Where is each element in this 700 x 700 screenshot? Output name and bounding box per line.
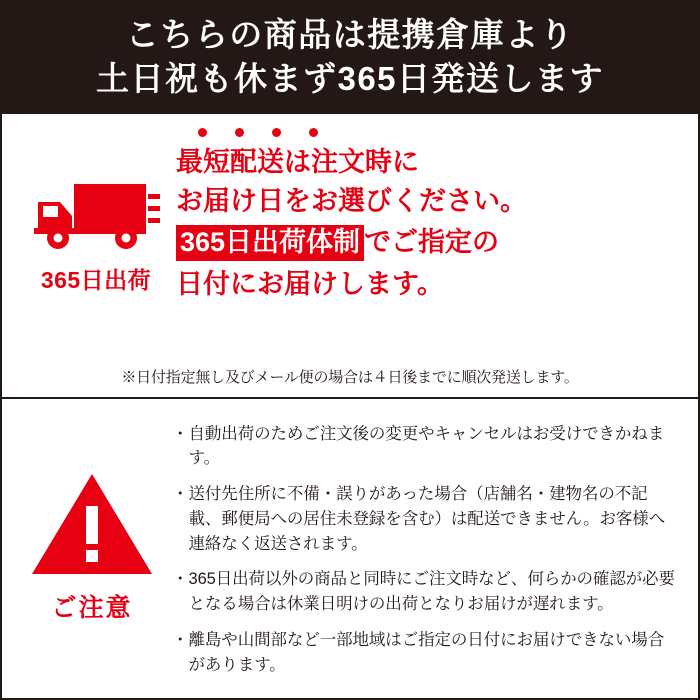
caution-item-text: 離島や山間部など一部地域はご指定の日付にお届けできない場合があります。: [188, 630, 665, 674]
bullet-icon: ・: [172, 570, 189, 589]
delivery-line-3-rest: でご指定の: [364, 226, 500, 257]
dot-4: [309, 128, 318, 137]
delivery-section: [2, 114, 698, 399]
delivery-line-1: 最短配送は注文時に: [176, 147, 419, 177]
bullet-icon: ・: [172, 630, 189, 649]
delivery-note: ※日付指定無し及びメール便の場合は４日後までに順次発送します。: [121, 369, 579, 386]
list-item: [172, 628, 680, 678]
dot-3: [272, 128, 281, 137]
list-item: [172, 482, 680, 556]
bullet-icon: ・: [172, 424, 189, 443]
warning-triangle-icon: [28, 468, 156, 580]
header-line-1: こちらの商品は提携倉庫より: [125, 16, 575, 54]
delivery-line-4: 日付にお届けします。: [176, 269, 444, 300]
list-item: [172, 567, 680, 617]
delivery-top-row: [2, 124, 698, 360]
delivery-text-block: [176, 124, 684, 360]
caution-label: ご注意: [51, 593, 133, 622]
truck-badge: [16, 124, 176, 360]
list-item: [172, 422, 680, 472]
decorative-dots: [176, 128, 684, 137]
caution-item-text: 365日出荷以外の商品と同時にご注文時など、何らかの確認が必要となる場合は休業日明けの出荷となりお届けが遅れます。: [188, 570, 675, 614]
caution-list: [172, 411, 684, 688]
delivery-truck-icon: [30, 172, 162, 256]
header-line-2: 土日祝も休まず365日発送します: [95, 60, 605, 97]
caution-section: [2, 399, 698, 698]
dot-2: [235, 128, 244, 137]
delivery-highlight: 365日出荷体制: [176, 225, 364, 261]
truck-badge-label: 365日出荷: [40, 267, 152, 293]
caution-item-text: 送付先住所に不備・誤りがあった場合（店舗名・建物名の不記載、郵便局への居住未登録を含む）は配送できません。お客様へ連絡なく返送されます。: [188, 485, 666, 553]
banner-header: [2, 2, 698, 114]
delivery-line-2: お届け日をお選びください。: [176, 186, 527, 217]
dot-1: [198, 128, 207, 137]
delivery-line-3: [176, 225, 684, 261]
caution-item-text: 自動出荷のためご注文後の変更やキャンセルはお受けできかねます。: [188, 424, 665, 468]
bullet-icon: ・: [172, 485, 189, 504]
caution-badge: [12, 411, 172, 688]
